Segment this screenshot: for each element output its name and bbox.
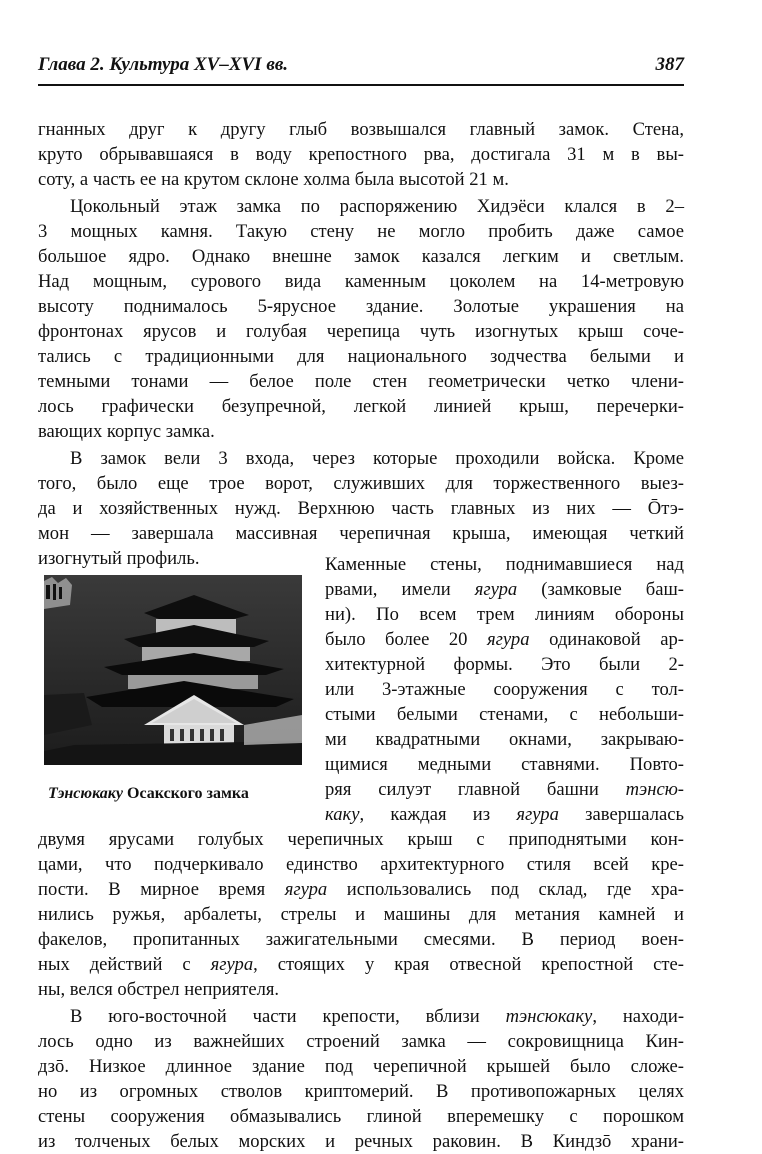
header-rule xyxy=(38,84,684,86)
text-segment: двумя ярусами голубых черепичных крыш с приподнятыми кон- xyxy=(38,829,684,850)
text-segment: лось графически безупречной, легкой линией крыш, перечерки- xyxy=(38,396,684,417)
text-segment: тэнсюкаку xyxy=(505,1006,593,1027)
text-segment: вающих корпус замка. xyxy=(38,421,215,442)
text-segment: ягура xyxy=(516,804,559,825)
text-line xyxy=(38,168,684,192)
text-segment: круто обрывавшаяся в воду крепостного рва, достигала 31 м в вы- xyxy=(38,144,684,165)
text-line xyxy=(325,753,684,777)
text-segment: Цокольный этаж замка по распоряжению Хидэёси клался в 2– xyxy=(70,196,684,217)
text-line xyxy=(38,220,684,244)
text-segment: да и хозяйственных нужд. Верхнюю часть главных из них — Ōтэ- xyxy=(38,498,684,519)
text-segment: цами, что подчеркивало единство архитектурного стиля всей кре- xyxy=(38,854,684,875)
text-line xyxy=(38,928,684,952)
caption-term: Тэнсюкаку xyxy=(48,785,123,802)
text-segment: рвами, имели xyxy=(325,579,475,600)
text-line xyxy=(325,578,684,602)
text-line xyxy=(38,245,684,269)
text-line xyxy=(325,703,684,727)
text-segment: гнанных друг к другу глыб возвышался главный замок. Стена, xyxy=(38,119,684,140)
text-segment: но из огромных стволов криптомерий. В противопожарных целях xyxy=(38,1081,684,1102)
text-line xyxy=(38,1030,684,1054)
caption-text: Осакского замка xyxy=(123,785,249,802)
text-segment: щимися медными ставнями. Повто- xyxy=(325,754,684,775)
figure-caption xyxy=(48,782,308,806)
text-segment: использовались под склад, где хра- xyxy=(327,879,685,900)
text-segment: ни). По всем трем линиям обороны xyxy=(325,604,684,625)
text-segment: того, было еще трое ворот, служивших для торжественного выез- xyxy=(38,473,684,494)
text-line xyxy=(38,522,684,546)
text-segment: Каменные стены, поднимавшиеся над xyxy=(325,554,684,575)
text-segment: , каждая из xyxy=(359,804,517,825)
text-line xyxy=(38,497,684,521)
text-segment: ягура xyxy=(487,629,530,650)
text-segment: завершалась xyxy=(558,804,684,825)
text-line xyxy=(38,420,684,444)
text-segment: ягура xyxy=(474,579,518,600)
text-line xyxy=(325,553,684,577)
text-segment: из толченых белых морских и речных раковин. В Киндзō храни- xyxy=(38,1131,684,1152)
text-segment: высоту поднималось 5-ярусное здание. Золотые украшения на xyxy=(38,296,684,317)
text-segment: фронтонах ярусов и голубая черепица чуть изогнутых крыш соче- xyxy=(38,321,684,342)
castle-image-icon xyxy=(44,575,302,765)
text-line xyxy=(325,628,684,652)
text-line xyxy=(38,345,684,369)
text-segment: Над мощным, сурового вида каменным цоколем на 14-метровую xyxy=(38,271,684,292)
text-line xyxy=(38,395,684,419)
text-line xyxy=(325,728,684,752)
text-segment: тэнсю- xyxy=(625,779,684,800)
running-head xyxy=(38,50,684,80)
text-line xyxy=(38,1080,684,1104)
text-line xyxy=(38,370,684,394)
text-segment: большое ядро. Однако внешне замок казался легким и светлым. xyxy=(38,246,684,267)
text-segment: В замок вели 3 входа, через которые проходили войска. Кроме xyxy=(70,448,684,469)
text-segment: ных действий с xyxy=(38,954,211,975)
text-line xyxy=(70,447,684,471)
text-segment: пости. В мирное время xyxy=(38,879,285,900)
text-line xyxy=(38,1105,684,1129)
text-segment: мон — завершала массивная черепичная крыша, имеющая четкий xyxy=(38,523,684,544)
text-segment: В юго-восточной части крепости, вблизи xyxy=(70,1006,506,1027)
text-segment: ягура xyxy=(284,879,328,900)
text-segment: ряя силуэт главной башни xyxy=(325,779,626,800)
text-line xyxy=(38,1055,684,1079)
text-line xyxy=(325,778,684,802)
text-segment: (замковые баш- xyxy=(517,579,684,600)
text-segment: ны, велся обстрел неприятеля. xyxy=(38,979,280,1000)
text-line xyxy=(70,1005,684,1029)
text-line xyxy=(38,903,684,927)
text-segment: , стоящих у края отвесной крепостной сте- xyxy=(253,954,684,975)
text-line xyxy=(38,853,684,877)
text-line xyxy=(38,270,684,294)
text-line xyxy=(38,828,684,852)
text-segment: было более 20 xyxy=(325,629,488,650)
text-line xyxy=(325,653,684,677)
text-segment: нились ружья, арбалеты, стрелы и машины для метания камней и xyxy=(38,904,684,925)
text-line xyxy=(38,1130,684,1152)
text-line xyxy=(38,320,684,344)
text-segment: , находи- xyxy=(592,1006,685,1027)
castle-photo xyxy=(44,575,302,765)
text-segment: или 3-этажные сооружения с тол- xyxy=(325,679,684,700)
text-line xyxy=(70,195,684,219)
text-line xyxy=(38,953,684,977)
text-line xyxy=(38,978,684,1002)
text-line xyxy=(38,295,684,319)
text-line xyxy=(325,678,684,702)
text-segment: дзō. Низкое длинное здание под черепичной крышей было сложе- xyxy=(38,1056,684,1077)
text-segment: стыми белыми стенами, с небольши- xyxy=(325,704,684,725)
text-segment: 3 мощных камня. Такую стену не могло пробить даже самое xyxy=(38,221,684,242)
text-segment: ми квадратными окнами, закрываю- xyxy=(325,729,684,750)
text-line xyxy=(38,472,684,496)
text-line xyxy=(325,803,684,827)
text-segment: одинаковой ар- xyxy=(529,629,684,650)
text-segment: изогнутый профиль. xyxy=(38,548,200,569)
text-segment: ягура xyxy=(210,954,254,975)
text-segment: факелов, пропитанных зажигательными смесями. В период воен- xyxy=(38,929,684,950)
page-number: 387 xyxy=(655,54,684,75)
text-line xyxy=(38,118,684,142)
text-line xyxy=(38,878,684,902)
chapter-title: Глава 2. Культура XV–XVI вв. xyxy=(38,54,289,75)
text-segment: тались с традиционными для национального зодчества белыми и xyxy=(38,346,684,367)
text-segment: соту, а часть ее на крутом склоне холма была высотой 21 м. xyxy=(38,169,509,190)
text-segment: каку xyxy=(325,804,360,825)
text-line xyxy=(38,143,684,167)
text-segment: хитектурной формы. Это были 2- xyxy=(325,654,684,675)
text-segment: лось одно из важнейших строений замка — сокровищница Кин- xyxy=(38,1031,684,1052)
text-segment: стены сооружения обмазывались глиной вперемешку с порошком xyxy=(38,1106,684,1127)
text-segment: темными тонами — белое поле стен геометрически четко члени- xyxy=(38,371,684,392)
text-line xyxy=(325,603,684,627)
